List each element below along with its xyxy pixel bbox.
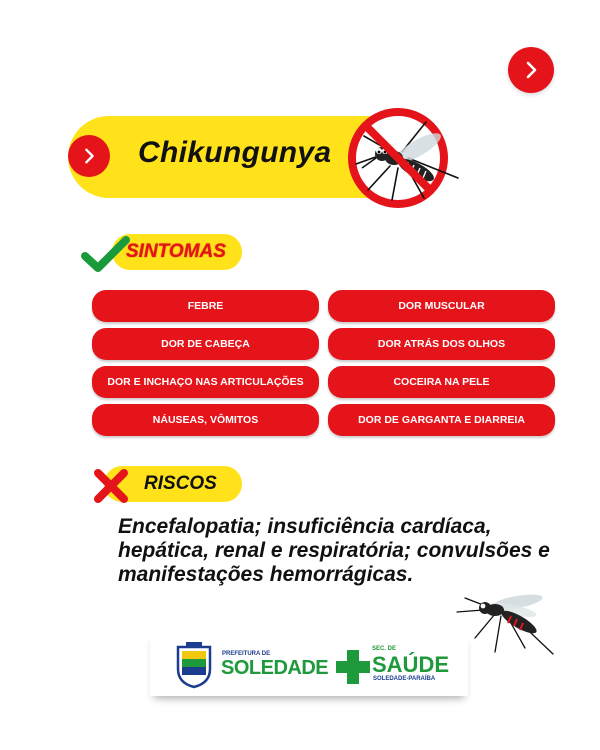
- symptom-item: DOR ATRÁS DOS OLHOS: [328, 328, 555, 360]
- next-button[interactable]: [508, 47, 554, 93]
- mosquito-icon: [455, 586, 560, 658]
- symptom-item: DOR DE CABEÇA: [92, 328, 319, 360]
- pref-label: PREFEITURA DE: [222, 651, 271, 657]
- symptom-grid: [92, 290, 555, 436]
- dept-name: SAÚDE: [372, 652, 450, 677]
- riscos-heading-text: RISCOS: [144, 473, 217, 494]
- symptom-item: FEBRE: [92, 290, 319, 322]
- sec-label: SEC. DE: [372, 646, 397, 652]
- dept-sub: SOLEDADE-PARAÍBA: [373, 676, 436, 682]
- city-crest-icon: [174, 641, 214, 689]
- riscos-text: Encefalopatia; insuficiência cardíaca, hepática, renal e respiratória; convulsões e manifestações hemorrágicas.: [118, 515, 550, 586]
- sintomas-heading-text: SINTOMAS: [126, 241, 226, 262]
- check-icon: [80, 234, 130, 274]
- close-x-icon: [92, 467, 130, 505]
- symptom-item: DOR MUSCULAR: [328, 290, 555, 322]
- chevron-right-icon: [521, 60, 541, 80]
- symptom-item: COCEIRA NA PELE: [328, 366, 555, 398]
- city-name: SOLEDADE: [221, 657, 329, 679]
- title-arrow-icon: [68, 135, 110, 177]
- symptom-item: DOR E INCHAÇO NAS ARTICULAÇÕES: [92, 366, 319, 398]
- sintomas-heading: [112, 234, 242, 270]
- page-title: Chikungunya: [138, 136, 332, 169]
- health-cross-icon: [334, 648, 372, 686]
- symptom-item: NÁUSEAS, VÔMITOS: [92, 404, 319, 436]
- symptom-item: DOR DE GARGANTA E DIARREIA: [328, 404, 555, 436]
- no-mosquito-icon: [346, 108, 464, 208]
